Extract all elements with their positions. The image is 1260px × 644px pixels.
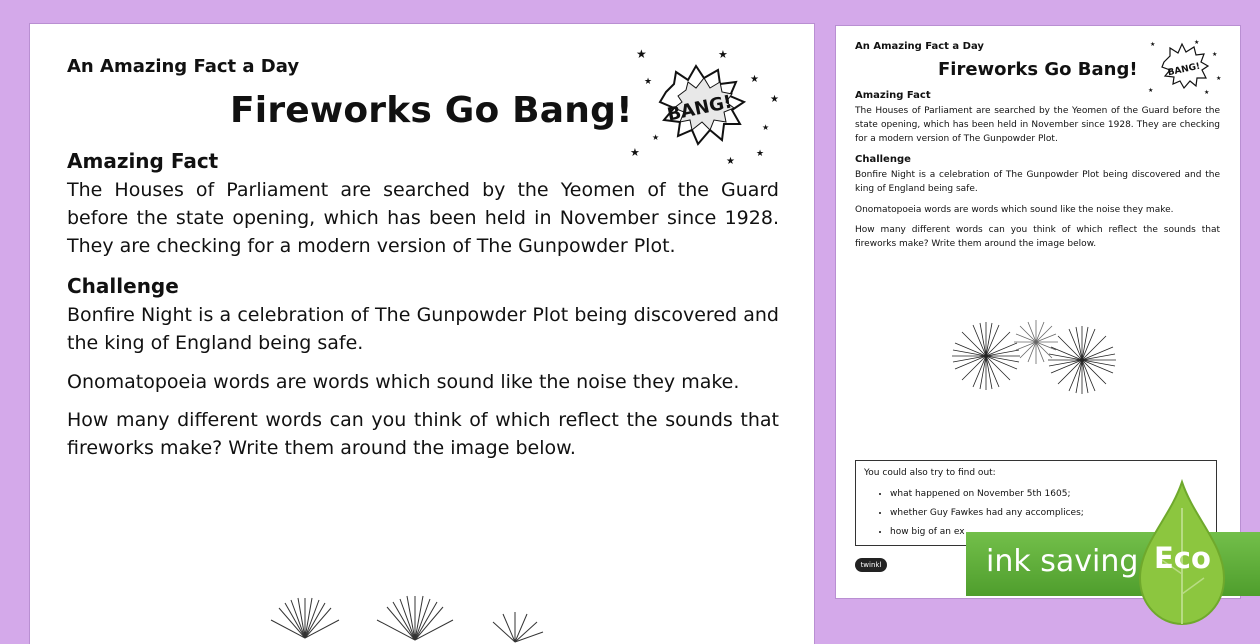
page-subtitle: An Amazing Fact a Day bbox=[67, 56, 300, 77]
list-item: • how big of an ex bbox=[890, 523, 1084, 542]
svg-text:★: ★ bbox=[644, 77, 653, 87]
list-item: • what happened on November 5th 1605; bbox=[890, 485, 1084, 504]
fact-heading: Amazing Fact bbox=[67, 149, 219, 173]
page-title: Fireworks Go Bang! bbox=[230, 90, 633, 131]
svg-text:★: ★ bbox=[636, 47, 647, 61]
thumbnail-fireworks-illustration bbox=[944, 316, 1124, 400]
bang-illustration bbox=[626, 44, 786, 172]
question-text: How many different words can you think of which reflect the sounds that fireworks make? Write them around the image below. bbox=[67, 409, 779, 459]
thumbnail-fact-text: The Houses of Parliament are searched by the Yeomen of the Guard before the state opening, which has been held in November since 1928. They are checking for a modern version of The Gunpowder Plot. bbox=[855, 106, 1220, 144]
thumbnail-question-text: How many different words can you think of which reflect the sounds that fireworks make? Write them around the image below. bbox=[855, 225, 1220, 249]
thumbnail-fact-heading: Amazing Fact bbox=[855, 90, 931, 101]
thumbnail-subtitle: An Amazing Fact a Day bbox=[855, 41, 984, 52]
svg-text:★: ★ bbox=[652, 133, 660, 142]
bang-text: BANG! bbox=[665, 91, 735, 126]
onomatopoeia-text: Onomatopoeia words are words which sound like the noise they make. bbox=[67, 371, 740, 393]
thumbnail-bang-text: BANG! bbox=[1166, 61, 1202, 79]
svg-text:★: ★ bbox=[1150, 41, 1156, 48]
svg-text:★: ★ bbox=[1194, 39, 1200, 46]
svg-text:★: ★ bbox=[1212, 51, 1218, 58]
svg-text:★: ★ bbox=[718, 48, 728, 61]
svg-text:★: ★ bbox=[750, 74, 759, 85]
fact-text: The Houses of Parliament are searched by the Yeomen of the Guard before the state opening, which has been held in November since 1928. They are checking for a modern version of The Gunpowder Plot. bbox=[67, 179, 779, 257]
thumbnail-title: Fireworks Go Bang! bbox=[938, 59, 1138, 80]
svg-text:★: ★ bbox=[770, 94, 779, 105]
thumbnail-challenge-heading: Challenge bbox=[855, 154, 911, 165]
challenge-text: Bonfire Night is a celebration of The Gunpowder Plot being discovered and the king of England being safe. bbox=[67, 304, 779, 354]
svg-text:★: ★ bbox=[1216, 75, 1222, 82]
thumbnail-onomatopoeia-text: Onomatopoeia words are words which sound like the noise they make. bbox=[855, 205, 1174, 215]
fireworks-illustration bbox=[250, 592, 550, 644]
svg-text:★: ★ bbox=[1204, 89, 1210, 96]
svg-text:★: ★ bbox=[756, 149, 765, 159]
eco-label: Eco bbox=[1154, 541, 1211, 575]
twinkl-logo: twinkl bbox=[855, 558, 887, 572]
find-out-title: You could also try to find out: bbox=[864, 468, 996, 478]
thumbnail-challenge-text: Bonfire Night is a celebration of The Gunpowder Plot being discovered and the king of England being safe. bbox=[855, 170, 1220, 194]
challenge-heading: Challenge bbox=[67, 274, 179, 298]
ink-saving-label: ink saving bbox=[986, 544, 1139, 579]
svg-text:★: ★ bbox=[762, 123, 770, 132]
svg-text:★: ★ bbox=[1148, 87, 1154, 94]
worksheet-main-page bbox=[30, 24, 814, 644]
list-item: • whether Guy Fawkes had any accomplices; bbox=[890, 504, 1084, 523]
svg-text:★: ★ bbox=[726, 156, 735, 167]
thumbnail-bang-illustration bbox=[1146, 38, 1226, 98]
svg-text:★: ★ bbox=[630, 146, 640, 159]
